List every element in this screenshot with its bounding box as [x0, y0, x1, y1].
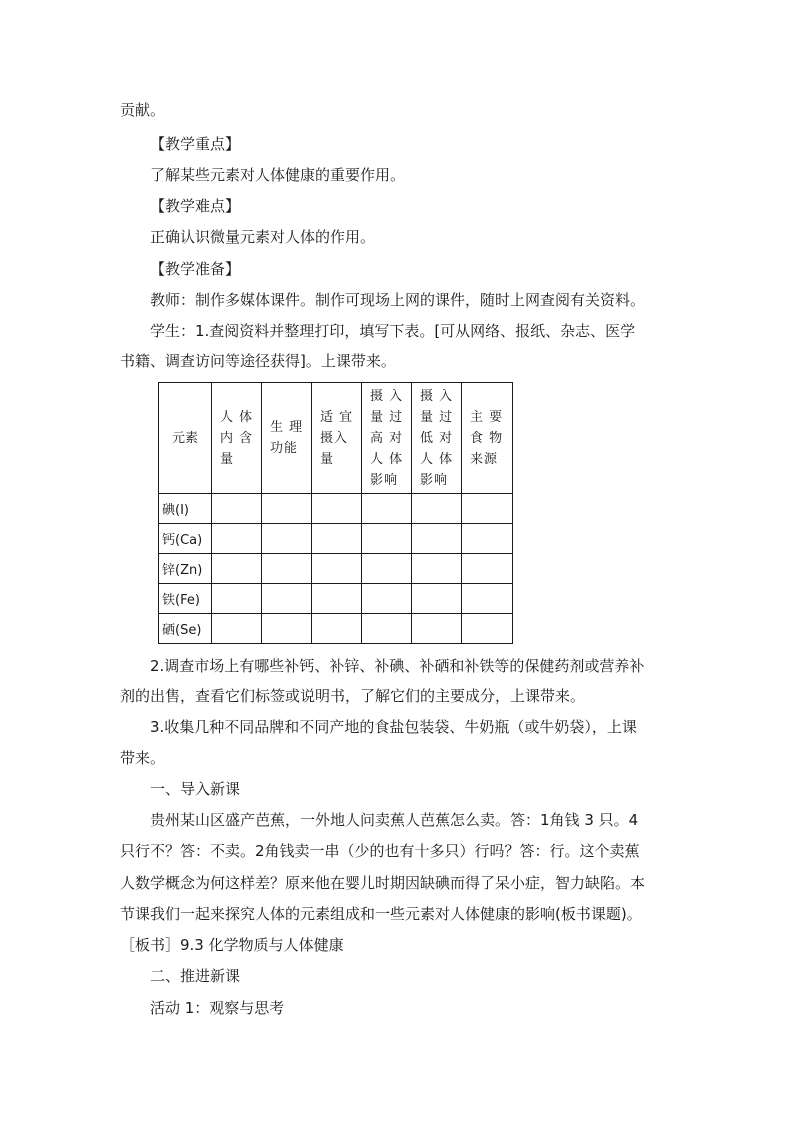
table-cell — [262, 584, 312, 614]
text-line: 教师：制作多媒体课件。制作可现场上网的课件，随时上网查阅有关资料。 — [150, 291, 646, 309]
table-header-row — [159, 383, 513, 494]
column-header: 摄 入 量 过 低 对 人 体 影响 — [412, 383, 462, 494]
section-heading-new-lesson: 二、推进新课 — [150, 967, 241, 985]
table-cell — [412, 584, 462, 614]
table-cell — [262, 494, 312, 524]
table-cell — [212, 524, 262, 554]
table-cell — [212, 494, 262, 524]
table-cell — [412, 614, 462, 644]
section-heading-difficulties: 【教学难点】 — [150, 197, 241, 215]
table-cell — [362, 494, 412, 524]
board-note: ［板书］9.3 化学物质与人体健康 — [120, 936, 344, 954]
section-heading-preparation: 【教学准备】 — [150, 260, 241, 278]
column-header: 生 理 功能 — [262, 383, 312, 494]
table-row — [159, 584, 513, 614]
table-cell — [312, 524, 362, 554]
text-line: 3.收集几种不同品牌和不同产地的食盐包装袋、牛奶瓶（或牛奶袋），上课 — [150, 718, 637, 736]
row-header: 钙(Ca) — [159, 524, 212, 554]
table-cell — [312, 584, 362, 614]
table-cell — [262, 614, 312, 644]
table-cell — [312, 554, 362, 584]
text-line: 了解某些元素对人体健康的重要作用。 — [150, 166, 406, 184]
column-header: 摄 入 量 过 高 对 人 体 影响 — [362, 383, 412, 494]
text-line: 2.调查市场上有哪些补钙、补锌、补碘、补硒和补铁等的保健药剂或营养补 — [150, 657, 645, 675]
text-line: 学生：1.查阅资料并整理打印，填写下表。[可从网络、报纸、杂志、医学 — [150, 322, 636, 340]
row-header: 铁(Fe) — [159, 584, 212, 614]
table-cell — [462, 494, 513, 524]
text-line: 书籍、调查访问等途径获得]。上课带来。 — [120, 352, 396, 370]
text-line: 节课我们一起来探究人体的元素组成和一些元素对人体健康的影响(板书课题)。 — [120, 905, 642, 923]
table-cell — [262, 554, 312, 584]
table-row — [159, 524, 513, 554]
column-header: 适 宜 摄入 量 — [312, 383, 362, 494]
table-cell — [312, 494, 362, 524]
text-line: 剂的出售，查看它们标签或说明书，了解它们的主要成分，上课带来。 — [120, 687, 586, 705]
text-line: 正确认识微量元素对人体的作用。 — [150, 228, 376, 246]
table-cell — [362, 584, 412, 614]
table-cell — [362, 554, 412, 584]
table-cell — [412, 524, 462, 554]
table-cell — [212, 584, 262, 614]
section-heading-key-points: 【教学重点】 — [150, 135, 241, 153]
row-header: 硒(Se) — [159, 614, 212, 644]
activity-heading: 活动 1：观察与思考 — [150, 999, 285, 1017]
table-cell — [462, 524, 513, 554]
table-cell — [362, 614, 412, 644]
column-header: 主 要 食 物 来源 — [462, 383, 513, 494]
section-heading-intro: 一、导入新课 — [150, 780, 241, 798]
table-cell — [412, 554, 462, 584]
table-row — [159, 554, 513, 584]
table-cell — [412, 494, 462, 524]
table-cell — [212, 554, 262, 584]
table-cell — [462, 554, 513, 584]
text-line: 贵州某山区盛产芭蕉，一外地人问卖蕉人芭蕉怎么卖。答：1角钱 3 只。4 — [150, 811, 639, 829]
text-line: 带来。 — [120, 749, 166, 767]
column-header: 人 体 内 含 量 — [212, 383, 262, 494]
table-cell — [462, 584, 513, 614]
row-header: 锌(Zn) — [159, 554, 212, 584]
table-row — [159, 494, 513, 524]
table-cell — [262, 524, 312, 554]
table-cell — [362, 524, 412, 554]
text-line: 人数学概念为何这样差？原来他在婴儿时期因缺碘而得了呆小症，智力缺陷。本 — [120, 874, 646, 892]
table-cell — [462, 614, 513, 644]
row-header: 碘(Ⅰ) — [159, 494, 212, 524]
text-line: 只行不？答：不卖。2角钱卖一串（少的也有十多只）行吗？答：行。这个卖蕉 — [120, 842, 640, 860]
column-header: 元素 — [159, 383, 212, 494]
element-survey-table — [158, 382, 513, 644]
text-line: 贡献。 — [120, 101, 166, 119]
table-cell — [212, 614, 262, 644]
table-cell — [312, 614, 362, 644]
table-row — [159, 614, 513, 644]
